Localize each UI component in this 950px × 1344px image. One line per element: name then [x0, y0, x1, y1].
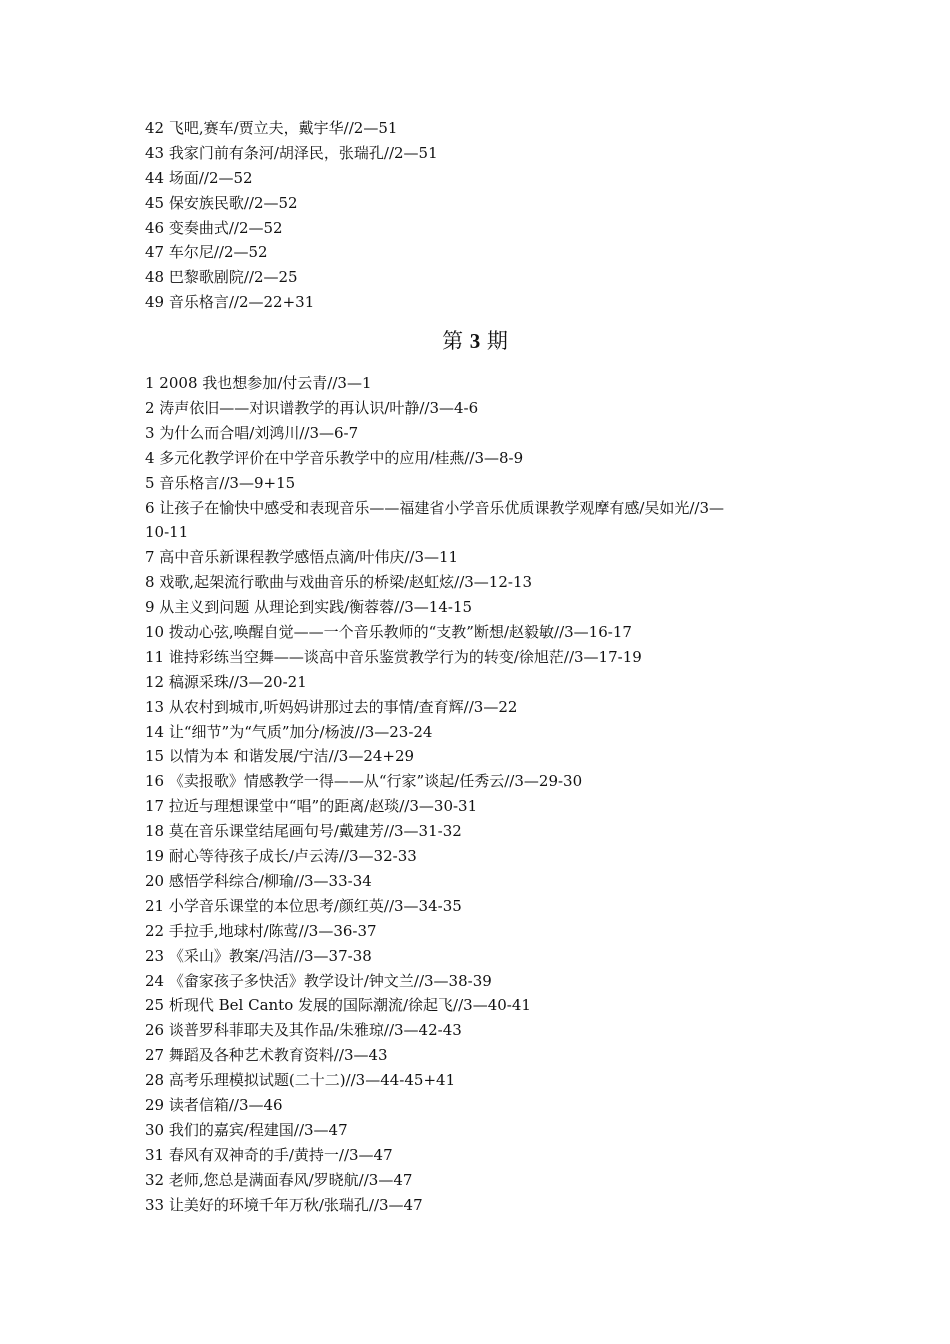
list-item: 32 老师,您总是满面春风/罗晓航//3—47	[145, 1170, 413, 1189]
list-item: 19 耐心等待孩子成长/卢云涛//3—32-33	[145, 847, 417, 866]
list-item: 46 变奏曲式//2—52	[145, 218, 283, 237]
list-item: 23 《采山》教案/冯洁//3—37-38	[145, 946, 372, 965]
list-item-continuation: 10-11	[145, 523, 189, 542]
issue-heading-pre: 第	[442, 329, 470, 354]
list-item: 10 拨动心弦,唤醒自觉——一个音乐教师的“支教”断想/赵毅敏//3—16-17	[145, 623, 632, 642]
prev-issue-list	[145, 116, 825, 315]
list-item: 3 为什么而合唱/刘鸿川//3—6-7	[145, 423, 359, 442]
list-item: 42 飞吧,赛车/贾立夫，戴宇华//2—51	[145, 119, 398, 137]
list-item: 24 《畲家孩子多快活》教学设计/钟文兰//3—38-39	[145, 971, 492, 990]
list-item: 7 高中音乐新课程教学感悟点滴/叶伟庆//3—11	[145, 548, 459, 567]
list-item	[145, 1217, 825, 1242]
list-item: 29 读者信箱//3—46	[145, 1095, 283, 1114]
list-item: 2 涛声依旧——对识谱教学的再认识/叶静//3—4-6	[145, 399, 479, 418]
list-item: 17 拉近与理想课堂中“唱”的距离/赵琰//3—30-31	[145, 797, 478, 816]
list-item: 25 析现代 Bel Canto 发展的国际潮流/徐起飞//3—40-41	[145, 996, 531, 1015]
issue-heading-number: 3	[469, 329, 481, 354]
list-item: 18 莫在音乐课堂结尾画句号/戴建芳//3—31-32	[145, 822, 462, 841]
issue-heading	[145, 329, 805, 353]
list-item: 43 我家门前有条河/胡泽民，张瑞孔//2—51	[145, 143, 438, 162]
list-item: 6 让孩子在愉快中感受和表现音乐——福建省小学音乐优质课教学观摩有感/吴如光//3—	[145, 498, 725, 517]
list-item: 4 多元化教学评价在中学音乐教学中的应用/桂燕//3—8-9	[145, 448, 524, 467]
list-item: 12 稿源采珠//3—20-21	[145, 672, 307, 691]
list-item: 1 2008 我也想参加/付云青//3—1	[145, 374, 372, 393]
list-item: 30 我们的嘉宾/程建国//3—47	[145, 1120, 348, 1139]
list-item: 49 音乐格言//2—22+31	[145, 293, 315, 312]
list-item: 44 场面//2—52	[145, 168, 253, 187]
document-page	[145, 116, 825, 1242]
list-item: 31 春风有双神奇的手/黄持一//3—47	[145, 1145, 393, 1164]
list-item: 47 车尔尼//2—52	[145, 243, 268, 262]
list-item: 14 让“细节”为“气质”加分/杨波//3—23-24	[145, 722, 433, 741]
list-item: 9 从主义到问题 从理论到实践/衡蓉蓉//3—14-15	[145, 598, 473, 617]
list-item: 13 从农村到城市,听妈妈讲那过去的事情/查育辉//3—22	[145, 697, 518, 716]
list-item: 21 小学音乐课堂的本位思考/颜红英//3—34-35	[145, 896, 462, 915]
list-item: 22 手拉手,地球村/陈莺//3—36-37	[145, 921, 377, 940]
issue-heading-post: 期	[480, 329, 508, 354]
list-item: 45 保安族民歌//2—52	[145, 193, 298, 212]
list-item: 28 高考乐理模拟试题(二十二)//3—44-45+41	[145, 1071, 456, 1090]
list-item: 33 让美好的环境千年万秋/张瑞孔//3—47	[145, 1195, 423, 1214]
issue-3-list	[145, 371, 825, 1242]
list-item: 15 以情为本 和谐发展/宁洁//3—24+29	[145, 747, 415, 766]
list-item: 5 音乐格言//3—9+15	[145, 473, 296, 492]
list-item: 27 舞蹈及各种艺术教育资料//3—43	[145, 1046, 388, 1065]
list-item: 16 《卖报歌》情感教学一得——从“行家”谈起/任秀云//3—29-30	[145, 772, 583, 791]
list-item: 26 谈普罗科菲耶夫及其作品/朱雅琼//3—42-43	[145, 1021, 462, 1040]
list-item: 20 感悟学科综合/柳瑜//3—33-34	[145, 871, 372, 890]
list-item: 11 谁持彩练当空舞——谈高中音乐鉴赏教学行为的转变/徐旭茫//3—17-19	[145, 647, 642, 666]
list-item: 48 巴黎歌剧院//2—25	[145, 268, 298, 287]
list-item: 8 戏歌,起架流行歌曲与戏曲音乐的桥梁/赵虹炫//3—12-13	[145, 573, 533, 592]
